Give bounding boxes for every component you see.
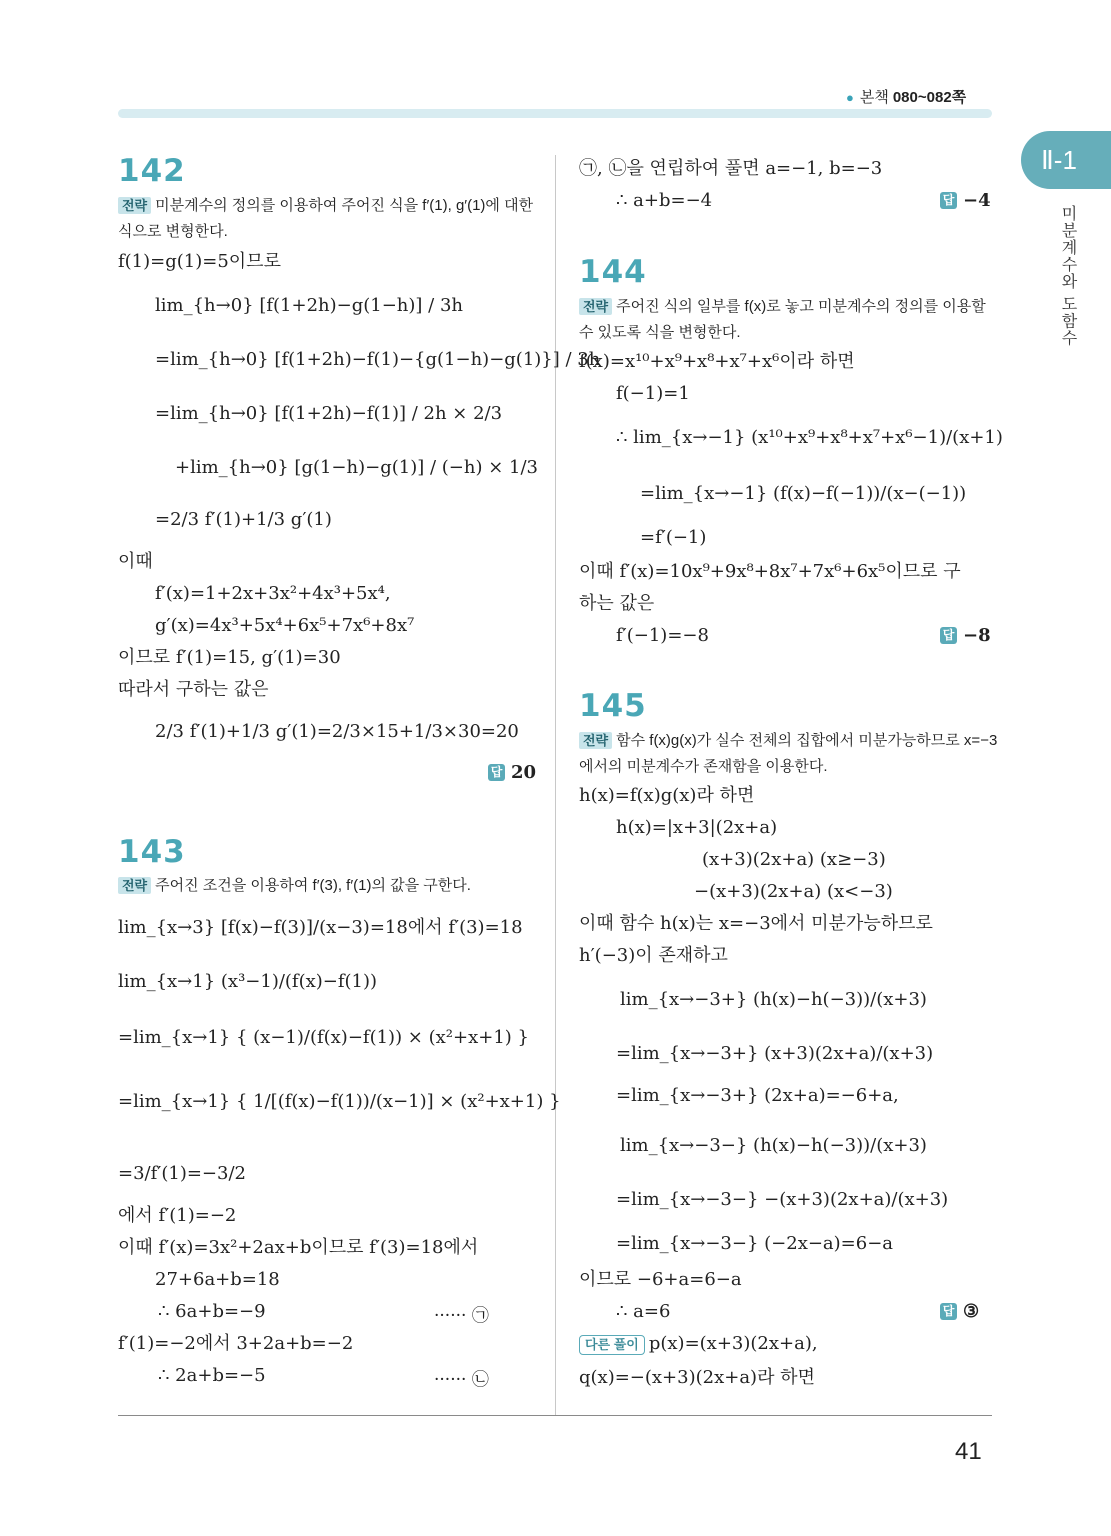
solution-line: =lim_{x→−1} (f(x)−f(−1))/(x−(−1)) xyxy=(640,483,967,504)
solution-line: f′(1)=−2에서 3+2a+b=−2 xyxy=(118,1333,354,1354)
answer-value: ③ xyxy=(963,1301,980,1322)
solution-line: =3/f′(1)=−3/2 xyxy=(118,1163,246,1184)
solution-line: 이므로 −6+a=6−a xyxy=(579,1269,742,1290)
bottom-rule xyxy=(118,1415,992,1416)
solution-line: lim_{x→1} (x³−1)/(f(x)−f(1)) xyxy=(118,971,378,992)
solution-line: h(x)=|x+3|(2x+a) xyxy=(616,817,778,838)
solution-line: 27+6a+b=18 xyxy=(155,1269,280,1290)
solution-line: 하는 값은 xyxy=(579,593,655,614)
solution-line: f′(x)=1+2x+3x²+4x³+5x⁴, xyxy=(155,583,391,604)
solution-line: ∴ lim_{x→−1} (x¹⁰+x⁹+x⁸+x⁷+x⁶−1)/(x+1) xyxy=(616,427,1003,448)
strategy-text: 미분계수의 정의를 이용하여 주어진 식을 f′(1), g′(1)에 대한 식으로 변형한다. xyxy=(118,197,534,240)
answer-badge: 답 xyxy=(488,764,505,781)
solution-line: =lim_{x→1} { 1/[(f(x)−f(1))/(x−1)] × (x²+x+1) } xyxy=(118,1091,561,1112)
solution-line: 이때 xyxy=(118,551,153,572)
answer-143 xyxy=(940,190,991,211)
chapter-tab: Ⅱ-1 xyxy=(1021,131,1111,189)
ref-pages: 080~082쪽 xyxy=(892,89,967,106)
answer-value: 20 xyxy=(511,762,537,783)
strategy-143 xyxy=(118,873,538,899)
solution-line: h′(−3)이 존재하고 xyxy=(579,945,728,966)
solution-line: −(x+3)(2x+a) (x<−3) xyxy=(694,881,893,902)
bullet-dot-icon: ● xyxy=(846,90,854,105)
page-number: 41 xyxy=(955,1438,982,1465)
solution-line: =lim_{x→1} { (x−1)/(f(x)−f(1)) × (x²+x+1) } xyxy=(118,1027,529,1048)
reference-pages xyxy=(846,86,966,107)
solution-line: lim_{x→−3−} (h(x)−h(−3))/(x+3) xyxy=(620,1135,927,1156)
strategy-144 xyxy=(579,294,999,346)
solution-line: 이때 f′(x)=10x⁹+9x⁸+8x⁷+7x⁶+6x⁵이므로 구 xyxy=(579,561,961,582)
problem-number-144: 144 xyxy=(579,254,647,290)
solution-line: f(x)=x¹⁰+x⁹+x⁸+x⁷+x⁶이라 하면 xyxy=(579,351,855,372)
strategy-badge: 전략 xyxy=(579,732,612,749)
alternative-solution-badge: 다른 풀이 xyxy=(579,1335,645,1355)
solution-line: =lim_{x→−3−} −(x+3)(2x+a)/(x+3) xyxy=(616,1189,949,1210)
solution-line: =2/3 f′(1)+1/3 g′(1) xyxy=(155,509,332,530)
top-decorative-bar xyxy=(118,109,992,118)
strategy-142 xyxy=(118,193,538,245)
solution-line: ∴ 2a+b=−5 xyxy=(158,1365,266,1386)
column-divider xyxy=(555,155,556,1415)
strategy-text: 함수 f(x)g(x)가 실수 전체의 집합에서 미분가능하므로 x=−3에서의 미분계수가 존재함을 이용한다. xyxy=(579,732,998,775)
solution-line: =lim_{x→−3+} (x+3)(2x+a)/(x+3) xyxy=(616,1043,934,1064)
solution-line: lim_{h→0} [f(1+2h)−g(1−h)] / 3h xyxy=(155,295,463,316)
strategy-badge: 전략 xyxy=(579,298,612,315)
solution-line: g′(x)=4x³+5x⁴+6x⁵+7x⁶+8x⁷ xyxy=(155,615,415,636)
equation-marker: ······ ㉡ xyxy=(434,1370,489,1390)
solution-line: 이므로 f′(1)=15, g′(1)=30 xyxy=(118,647,341,668)
solution-line: =lim_{x→−3−} (−2x−a)=6−a xyxy=(616,1233,894,1254)
answer-value: −8 xyxy=(963,625,991,646)
problem-number-145: 145 xyxy=(579,688,647,724)
solution-line: ∴ a+b=−4 xyxy=(616,190,713,211)
solution-text: p(x)=(x+3)(2x+a), xyxy=(648,1333,818,1354)
problem-number-142: 142 xyxy=(118,153,186,189)
solution-line: 이때 함수 h(x)는 x=−3에서 미분가능하므로 xyxy=(579,913,933,934)
solution-line: =lim_{h→0} [f(1+2h)−f(1)−{g(1−h)−g(1)}] / 3h xyxy=(155,349,601,370)
solution-line: ∴ 6a+b=−9 xyxy=(158,1301,266,1322)
solution-line: 2/3 f′(1)+1/3 g′(1)=2/3×15+1/3×30=20 xyxy=(155,721,519,742)
strategy-text: 주어진 식의 일부를 f(x)로 놓고 미분계수의 정의를 이용할 수 있도록 식을 변형한다. xyxy=(579,298,986,341)
solution-line: f(−1)=1 xyxy=(616,383,690,404)
solution-line: (x+3)(2x+a) (x≥−3) xyxy=(702,849,886,870)
answer-142 xyxy=(488,762,536,783)
solution-line: ∴ a=6 xyxy=(616,1301,671,1322)
solution-line: =lim_{x→−3+} (2x+a)=−6+a, xyxy=(616,1085,899,1106)
ref-label: 본책 xyxy=(859,89,889,106)
solution-line: h(x)=f(x)g(x)라 하면 xyxy=(579,785,755,806)
solution-line: 에서 f′(1)=−2 xyxy=(118,1205,237,1226)
solution-line: 이때 f′(x)=3x²+2ax+b이므로 f′(3)=18에서 xyxy=(118,1237,479,1258)
solution-line: ㉠, ㉡을 연립하여 풀면 a=−1, b=−3 xyxy=(579,158,883,179)
solution-line: lim_{x→3} [f(x)−f(3)]/(x−3)=18에서 f′(3)=18 xyxy=(118,917,523,938)
strategy-badge: 전략 xyxy=(118,197,151,214)
problem-number-143: 143 xyxy=(118,834,186,870)
answer-badge: 답 xyxy=(940,627,957,644)
answer-145 xyxy=(940,1301,979,1322)
solution-line: =f′(−1) xyxy=(640,527,707,548)
solution-line: 따라서 구하는 값은 xyxy=(118,679,269,700)
solution-line: q(x)=−(x+3)(2x+a)라 하면 xyxy=(579,1367,815,1388)
answer-144 xyxy=(940,625,991,646)
answer-value: −4 xyxy=(963,190,991,211)
solution-line: f(1)=g(1)=5이므로 xyxy=(118,251,281,272)
chapter-title: 미분계수와 도함수 xyxy=(1059,205,1076,347)
solution-line xyxy=(579,1332,818,1356)
answer-badge: 답 xyxy=(940,192,957,209)
strategy-145 xyxy=(579,728,999,780)
strategy-badge: 전략 xyxy=(118,877,151,894)
equation-marker: ······ ㉠ xyxy=(434,1306,489,1326)
strategy-text: 주어진 조건을 이용하여 f′(3), f′(1)의 값을 구한다. xyxy=(155,877,471,894)
answer-badge: 답 xyxy=(940,1303,957,1320)
solution-line: f′(−1)=−8 xyxy=(616,625,709,646)
solution-line: =lim_{h→0} [f(1+2h)−f(1)] / 2h × 2/3 xyxy=(155,403,503,424)
solution-line: lim_{x→−3+} (h(x)−h(−3))/(x+3) xyxy=(620,989,927,1010)
solution-line: +lim_{h→0} [g(1−h)−g(1)] / (−h) × 1/3 xyxy=(175,457,538,478)
